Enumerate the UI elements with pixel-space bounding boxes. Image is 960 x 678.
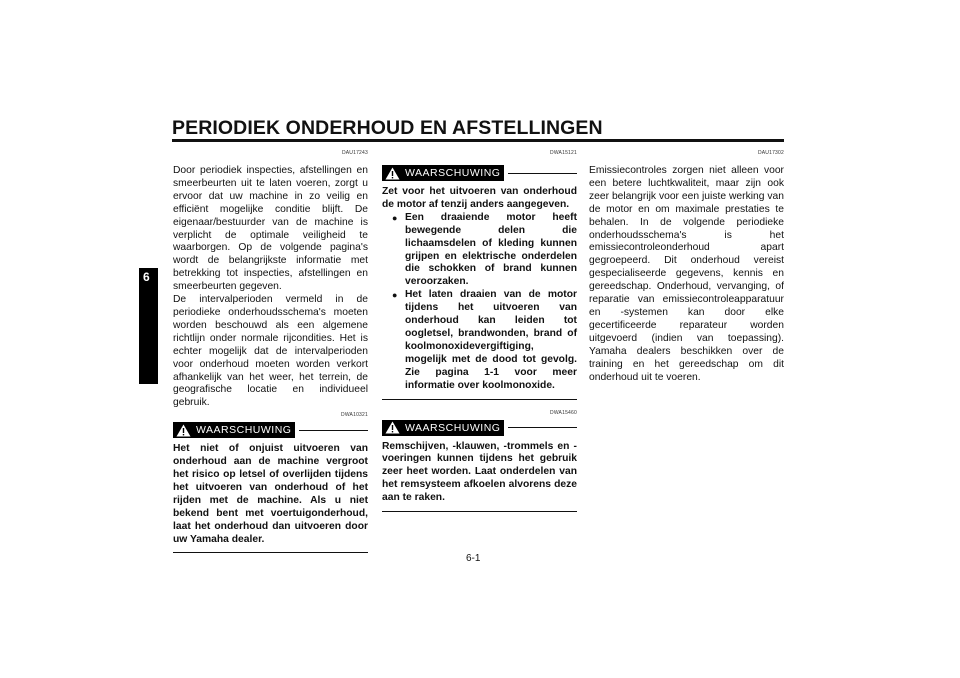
warning-rule (508, 427, 577, 428)
warning-triangle-icon (385, 167, 400, 180)
warning-end-rule (173, 552, 368, 553)
intro-paragraph: Door periodiek inspecties, afstellingen en smeerbeurten uit te laten voeren, zorgt u ervoor dat uw machine in zo veilig en efficiënt mogelijke conditie blijft. De eigenaar/bestuurder van de machine is verplicht de optimale veiligheid te waarborgen. Op de volgende pagina's wordt de belangrijkste informatie met betrekking tot inspecties, afstellingen en smeerbeurten gegeven. (173, 165, 368, 293)
column-right (589, 150, 784, 384)
list-item: ● Het laten draaien van de motor tijdens het uitvoeren van onderhoud kan leiden tot oogletsel, brandwonden, brand of koolmonoxidevergiftiging, mogelijk met de dood tot gevolg. Zie pagina 1-1 voor meer informatie over koolmonoxide. (392, 289, 577, 392)
warning-badge (173, 422, 295, 438)
page-title: PERIODIEK ONDERHOUD EN AFSTELLINGEN (172, 117, 603, 139)
warning-triangle-icon (385, 421, 400, 434)
warning-code: DWA10321 (341, 412, 368, 419)
warning-header (382, 420, 577, 436)
title-underline (172, 139, 784, 142)
warning-code: DWA15460 (550, 409, 577, 416)
warning-text: Het niet of onjuist uitvoeren van onderhoud aan de machine vergroot het risico op letsel of overlijden tijdens het uitvoeren van onderhoud of het rijden met de machine. Als u niet bekend bent met voertuigonderhoud, laat het onderhoud dan uitvoeren door uw Yamaha dealer. (173, 443, 368, 545)
warning-header (173, 422, 368, 438)
warning-text: Remschijven, -klauwen, -trommels en -voeringen kunnen tijdens het gebruik zeer heet worden. Laat onderdelen van het remsysteem afkoelen alvorens deze aan te raken. (382, 440, 577, 504)
interval-paragraph: De intervalperioden vermeld in de periodieke onderhoudsschema's moeten worden beschouwd als een algemene richtlijn onder normale rijcondities. Het is echter mogelijk dat de intervalperioden voor onderhoud moeten worden verkort afhankelijk van het weer, het terrein, de geografische locatie en individueel gebruik. (173, 294, 368, 409)
emission-paragraph: Emissiecontroles zorgen niet alleen voor een betere luchtkwaliteit, maar zijn ook zeer belangrijk voor een juiste werking van de motor en om maximale prestaties te behalen. In de volgende periodieke onderhoudsschema's is het emissiecontroleonderhoud apart gegroepeerd. Dit onderhoud vereist gespecialiseerde gegevens, kennis en gereedschap. Onderhoud, vervanging, of reparatie van emissiecontroleapparatuur en -systemen kan door elke gecertificeerde reparateur worden uitgevoerd (indien van toepassing). Yamaha dealers beschikken over de training en het gereedschap om dit onderhoud uit te voeren. (589, 165, 784, 383)
warning-label: WAARSCHUWING (405, 167, 501, 179)
warning-label: WAARSCHUWING (196, 424, 292, 437)
warning-bullets (382, 212, 577, 393)
warning-badge (382, 165, 504, 181)
column-middle (382, 150, 577, 512)
warning-intro: Zet voor het uitvoeren van onderhoud de motor af tenzij anders aangegeven. (382, 186, 577, 210)
warning-label: WAARSCHUWING (405, 421, 501, 434)
warning-rule (508, 173, 577, 174)
warning-badge (382, 420, 504, 436)
warning-rule (299, 430, 368, 431)
section-code: DAU17243 (341, 150, 368, 156)
warning-triangle-icon (176, 424, 191, 437)
chapter-tab (139, 268, 158, 384)
chapter-number: 6 (143, 270, 150, 284)
warning-end-rule (382, 511, 577, 512)
list-item: ● Een draaiende motor heeft bewegende delen die lichaamsdelen of kleding kunnen grijpen en elektrische onderdelen die schokken of brand kunnen veroorzaken. (392, 212, 577, 289)
page-number: 6-1 (466, 553, 481, 564)
column-left (173, 150, 368, 553)
warning-header (382, 165, 577, 181)
warning-code: DWA15121 (550, 150, 577, 156)
section-code: DAU17302 (757, 150, 784, 156)
